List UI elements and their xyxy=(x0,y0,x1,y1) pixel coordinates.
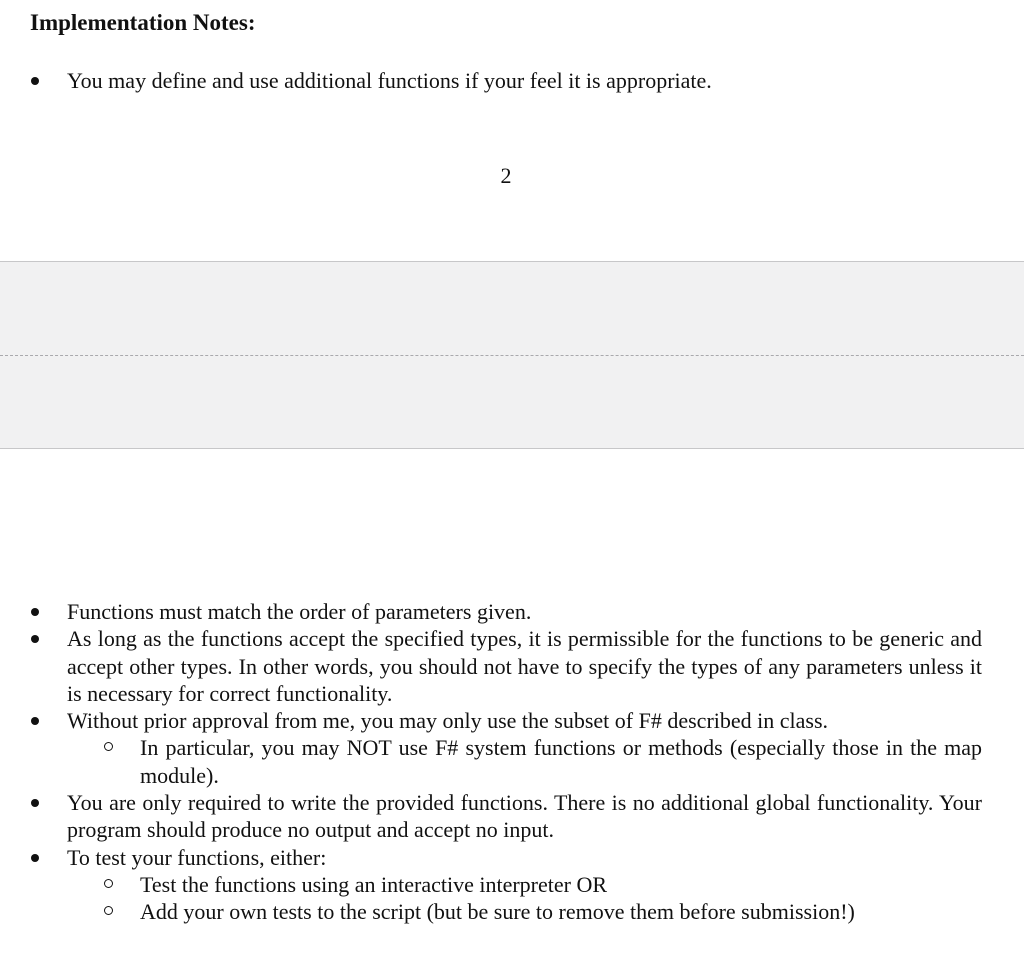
bullet-icon xyxy=(31,608,39,616)
bullet-icon xyxy=(31,799,39,807)
list-item-text: You are only required to write the provided functions. There is no additional global functionality. Your program should produce no output and accept no input. xyxy=(67,790,982,843)
page-bottom-section xyxy=(0,449,1024,957)
bullet-icon xyxy=(31,77,39,85)
list-item-text: Functions must match the order of parameters given. xyxy=(67,599,532,624)
bullet-icon xyxy=(31,635,39,643)
hollow-bullet-icon xyxy=(104,879,113,888)
list-item: You may define and use additional functions if your feel it is appropriate. xyxy=(67,68,712,93)
hollow-bullet-icon xyxy=(104,906,113,915)
list-item-text: Without prior approval from me, you may only use the subset of F# described in class. xyxy=(67,708,829,734)
list-item xyxy=(0,625,1024,707)
list-item xyxy=(0,844,1024,871)
sub-list-item xyxy=(0,871,1024,898)
section-heading: Implementation Notes: xyxy=(30,10,256,35)
page-top-section xyxy=(0,0,1024,261)
list-item xyxy=(0,707,1024,734)
list-item-text: To test your functions, either: xyxy=(67,844,327,870)
sub-list-item-text: In particular, you may NOT use F# system functions or methods (especially those in the map module). xyxy=(140,735,982,788)
list-item xyxy=(0,598,1024,625)
page-break-line xyxy=(0,355,1024,356)
bullet-icon xyxy=(31,854,39,862)
page-number: 2 xyxy=(500,163,512,188)
page-break-gap xyxy=(0,261,1024,449)
sub-list-item xyxy=(0,898,1024,925)
list-item xyxy=(0,789,1024,844)
notes-list xyxy=(0,598,1024,926)
bullet-icon xyxy=(31,717,39,725)
sub-list-item-text: Add your own tests to the script (but be sure to remove them before submission!) xyxy=(140,899,855,925)
sub-list-item-text: Test the functions using an interactive interpreter OR xyxy=(140,871,608,897)
list-item-text: As long as the functions accept the specified types, it is permissible for the functions to be generic and accept other types. In other words, you should not have to specify the types of any parameters unless it is necessary for correct functionality. xyxy=(67,626,982,706)
hollow-bullet-icon xyxy=(104,742,113,751)
sub-list-item xyxy=(0,734,1024,789)
